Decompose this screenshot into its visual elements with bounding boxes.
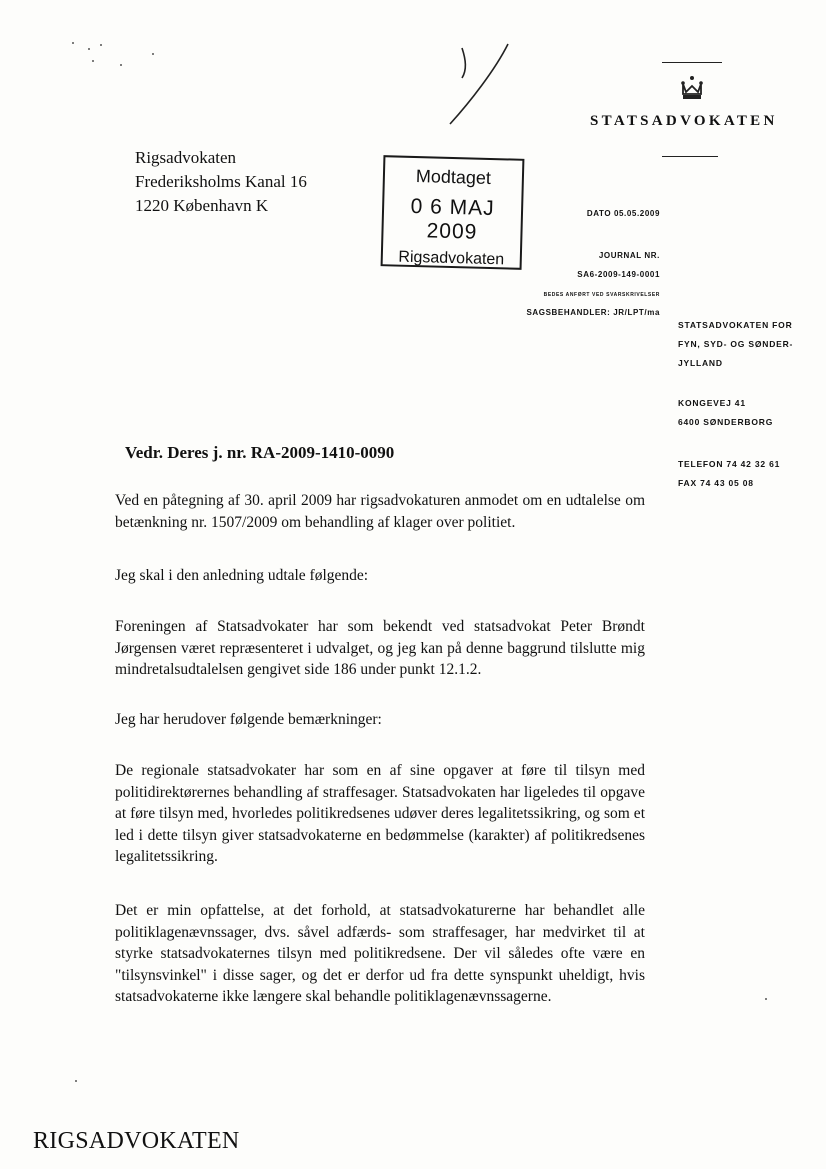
office-street: KONGEVEJ 41 xyxy=(678,398,746,408)
letterhead-rule-top xyxy=(662,62,722,63)
body-paragraph-6: Det er min opfattelse, at det forhold, at statsadvokaturerne har behandlet alle politiklagenævnssager, dvs. såvel adfærds- som straffesager, har medvirket til at styrke statsadvokaternes tilsyn med politikredsene. Der vil således ofte være en "tilsynsvinkel" i disse sager, og det er derfor ud fra dette synspunkt uheldigt, hvis statsadvokaterne ikke længere skal behandle politiklagenævnssagerne. xyxy=(115,902,645,1005)
handwritten-mark xyxy=(440,40,520,130)
stamp-received-label: Modtaget xyxy=(415,166,492,188)
body-paragraph-1: Ved en påtegning af 30. april 2009 har rigsadvokaturen anmodet om en udtalelse om betænkning nr. 1507/2009 om behandling af klager over politiet. xyxy=(115,492,645,531)
recipient-address xyxy=(135,146,307,218)
stamp-date: 0 6 MAJ 2009 xyxy=(410,194,495,244)
sender-brand: STATSADVOKATEN xyxy=(590,113,778,129)
office-address xyxy=(678,316,793,373)
stamp-office: Rigsadvokaten xyxy=(398,248,505,269)
journal-number: SA6-2009-149-0001 xyxy=(577,270,660,279)
recipient-name: Rigsadvokaten xyxy=(135,148,237,167)
office-fax: FAX 74 43 05 08 xyxy=(678,478,754,488)
journal-label: JOURNAL NR. xyxy=(598,251,660,260)
body-paragraph-2: Jeg skal i den anledning udtale følgende: xyxy=(115,567,369,584)
document-date: DATO 05.05.2009 xyxy=(586,209,660,218)
caseworker: SAGSBEHANDLER: JR/LPT/ma xyxy=(526,308,660,317)
crown-icon xyxy=(679,74,705,102)
office-name-line2: FYN, SYD- OG SØNDER- xyxy=(678,339,794,349)
letterhead-rule-bottom xyxy=(662,156,718,157)
footer-rigsadvokaten: RIGSADVOKATEN xyxy=(33,1128,240,1154)
recipient-street: Frederiksholms Kanal 16 xyxy=(135,172,307,191)
office-phone: TELEFON 74 42 32 61 xyxy=(678,459,781,469)
office-name-line3: JYLLAND xyxy=(678,358,723,368)
body-paragraph-5: De regionale statsadvokater har som en af sine opgaver at føre til tilsyn med politidirektørernes behandling af straffesager. Statsadvokaten har ligeledes til opgave at føre tilsyn med, hvorledes politikredsenes udøver deres legalitetssikring, og som et led i dette tilsyn giver statsadvokaterne en bedømmelse (karakter) af politikredsenes legalitetssikring. xyxy=(115,762,645,865)
body-paragraph-4: Jeg har herudover følgende bemærkninger: xyxy=(115,711,382,728)
journal-note: BEDES ANFØRT VED SVARSKRIVELSER xyxy=(543,292,660,298)
office-street-block xyxy=(678,394,773,432)
subject-line: Vedr. Deres j. nr. RA-2009-1410-0090 xyxy=(125,443,395,462)
body-paragraph-3: Foreningen af Statsadvokater har som bekendt ved statsadvokat Peter Brøndt Jørgensen været repræsenteret i udvalget, og jeg kan på denne baggrund tilslutte mig mindretalsudtalelsen gengivet side 186 under punkt 12.1.2. xyxy=(115,618,645,678)
recipient-city: 1220 København K xyxy=(135,196,269,215)
received-stamp xyxy=(381,155,525,270)
office-contact xyxy=(678,455,780,493)
office-name-line1: STATSADVOKATEN FOR xyxy=(678,320,793,330)
office-city: 6400 SØNDERBORG xyxy=(678,417,774,427)
